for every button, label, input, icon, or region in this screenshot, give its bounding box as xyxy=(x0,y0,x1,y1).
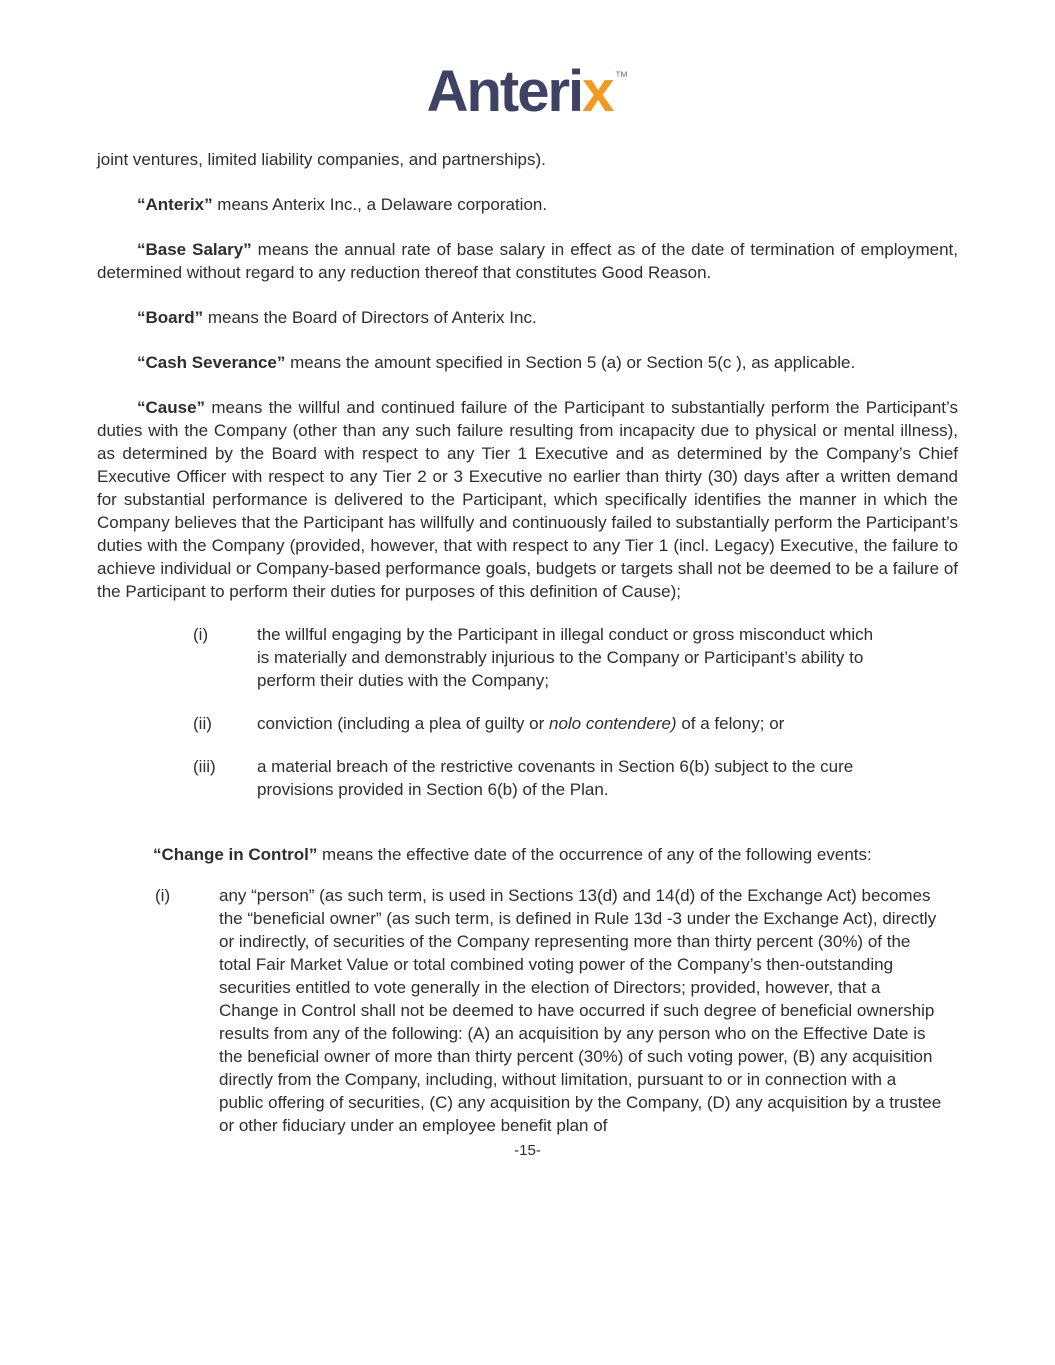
anterix-logo-accent-x: x xyxy=(582,59,613,124)
definition-body: means the annual rate of base salary in effect as of the date of termination of employment, determined without regard to any reduction thereof that constitutes Good Reason. xyxy=(97,240,958,282)
list-item-text-italic: nolo contendere) xyxy=(549,714,677,733)
change-in-control-list xyxy=(97,884,958,1137)
cause-exceptions-list xyxy=(97,623,958,801)
list-item-i xyxy=(155,884,958,1137)
definition-body: means the Board of Directors of Anterix Inc. xyxy=(203,308,537,327)
page-number: -15- xyxy=(514,1142,541,1159)
list-item-text-pre: conviction (including a plea of guilty or xyxy=(257,714,549,733)
list-item-text: any “person” (as such term, is used in Sections 13(d) and 14(d) of the Exchange Act) becomes the “beneficial owner” (as such term, is defined in Rule 13d -3 under the Exchange Act), directly or indirectly, of securities of the Company representing more than thirty percent (30%) of the total Fair Market Value or total combined voting power of the Company’s then-outstanding securities entitled to vote generally in the election of Directors; provided, however, that a Change in Control shall not be deemed to have occurred if such degree of beneficial ownership results from any of the following: (A) an acquisition by any person who on the Effective Date is the beneficial owner of more than thirty percent (30%) of such voting power, (B) any acquisition directly from the Company, including, without limitation, pursuant to or in connection with a public offering of securities, (C) any acquisition by the Company, (D) any acquisition by a trustee or other fiduciary under an employee benefit plan of xyxy=(219,886,942,1135)
list-item-ii xyxy=(193,712,958,735)
list-item-text xyxy=(257,712,784,735)
definition-body: means the amount specified in Section 5 (a) or Section 5(c ), as applicable. xyxy=(285,353,856,372)
definition-term: “Board” xyxy=(137,308,204,327)
list-item-iii xyxy=(193,755,958,801)
definition-anterix xyxy=(97,193,958,216)
list-marker: (i) xyxy=(155,886,171,905)
list-item-text: the willful engaging by the Participant in illegal conduct or gross misconduct which is materially and demonstrably injurious to the Company or Participant’s ability to perform their duties with the Company; xyxy=(257,625,874,690)
list-item-i xyxy=(193,623,958,692)
definition-change-in-control xyxy=(97,843,958,866)
definition-term: “Change in Control” xyxy=(153,845,318,864)
list-marker: (ii) xyxy=(193,714,212,733)
definition-board xyxy=(97,306,958,329)
definition-body: means the willful and continued failure of the Participant to substantially perform the Participant’s duties with the Company (other than any such failure resulting from incapacity due to physical or mental illness), as determined by the Board with respect to any Tier 1 Executive and as determined by the Company’s Chief Executive Officer with respect to any Tier 2 or 3 Executive no earlier than thirty (30) days after a written demand for substantial performance is delivered to the Participant, which specifically identifies the manner in which the Company believes that the Participant has willfully and continuously failed to substantially perform the Participant’s duties with the Company (provided, however, that with respect to any Tier 1 (incl. Legacy) Executive, the failure to achieve individual or Company-based performance goals, budgets or targets shall not be deemed to be a failure of the Participant to perform their duties for purposes of this definition of Cause); xyxy=(97,398,958,601)
header-logo xyxy=(97,44,958,138)
trademark-icon: ™ xyxy=(614,68,629,84)
definition-term: “Anterix” xyxy=(137,195,213,214)
list-item-text: a material breach of the restrictive covenants in Section 6(b) subject to the cure provisions provided in Section 6(b) of the Plan. xyxy=(257,757,854,799)
definition-cause xyxy=(97,396,958,603)
list-marker: (i) xyxy=(193,625,209,644)
definition-term: “Base Salary” xyxy=(137,240,252,259)
definition-cash-severance xyxy=(97,351,958,374)
definition-body: means Anterix Inc., a Delaware corporation. xyxy=(212,195,548,214)
anterix-logo-text: Anteri xyxy=(426,59,583,124)
definition-term: “Cash Severance” xyxy=(137,353,286,372)
definition-term: “Cause” xyxy=(137,398,206,417)
definition-base-salary xyxy=(97,238,958,284)
list-marker: (iii) xyxy=(193,757,216,776)
list-item-text-post: of a felony; or xyxy=(676,714,785,733)
paragraph-continuation: joint ventures, limited liability companies, and partnerships). xyxy=(97,150,546,169)
definition-body: means the effective date of the occurrence of any of the following events: xyxy=(317,845,872,864)
